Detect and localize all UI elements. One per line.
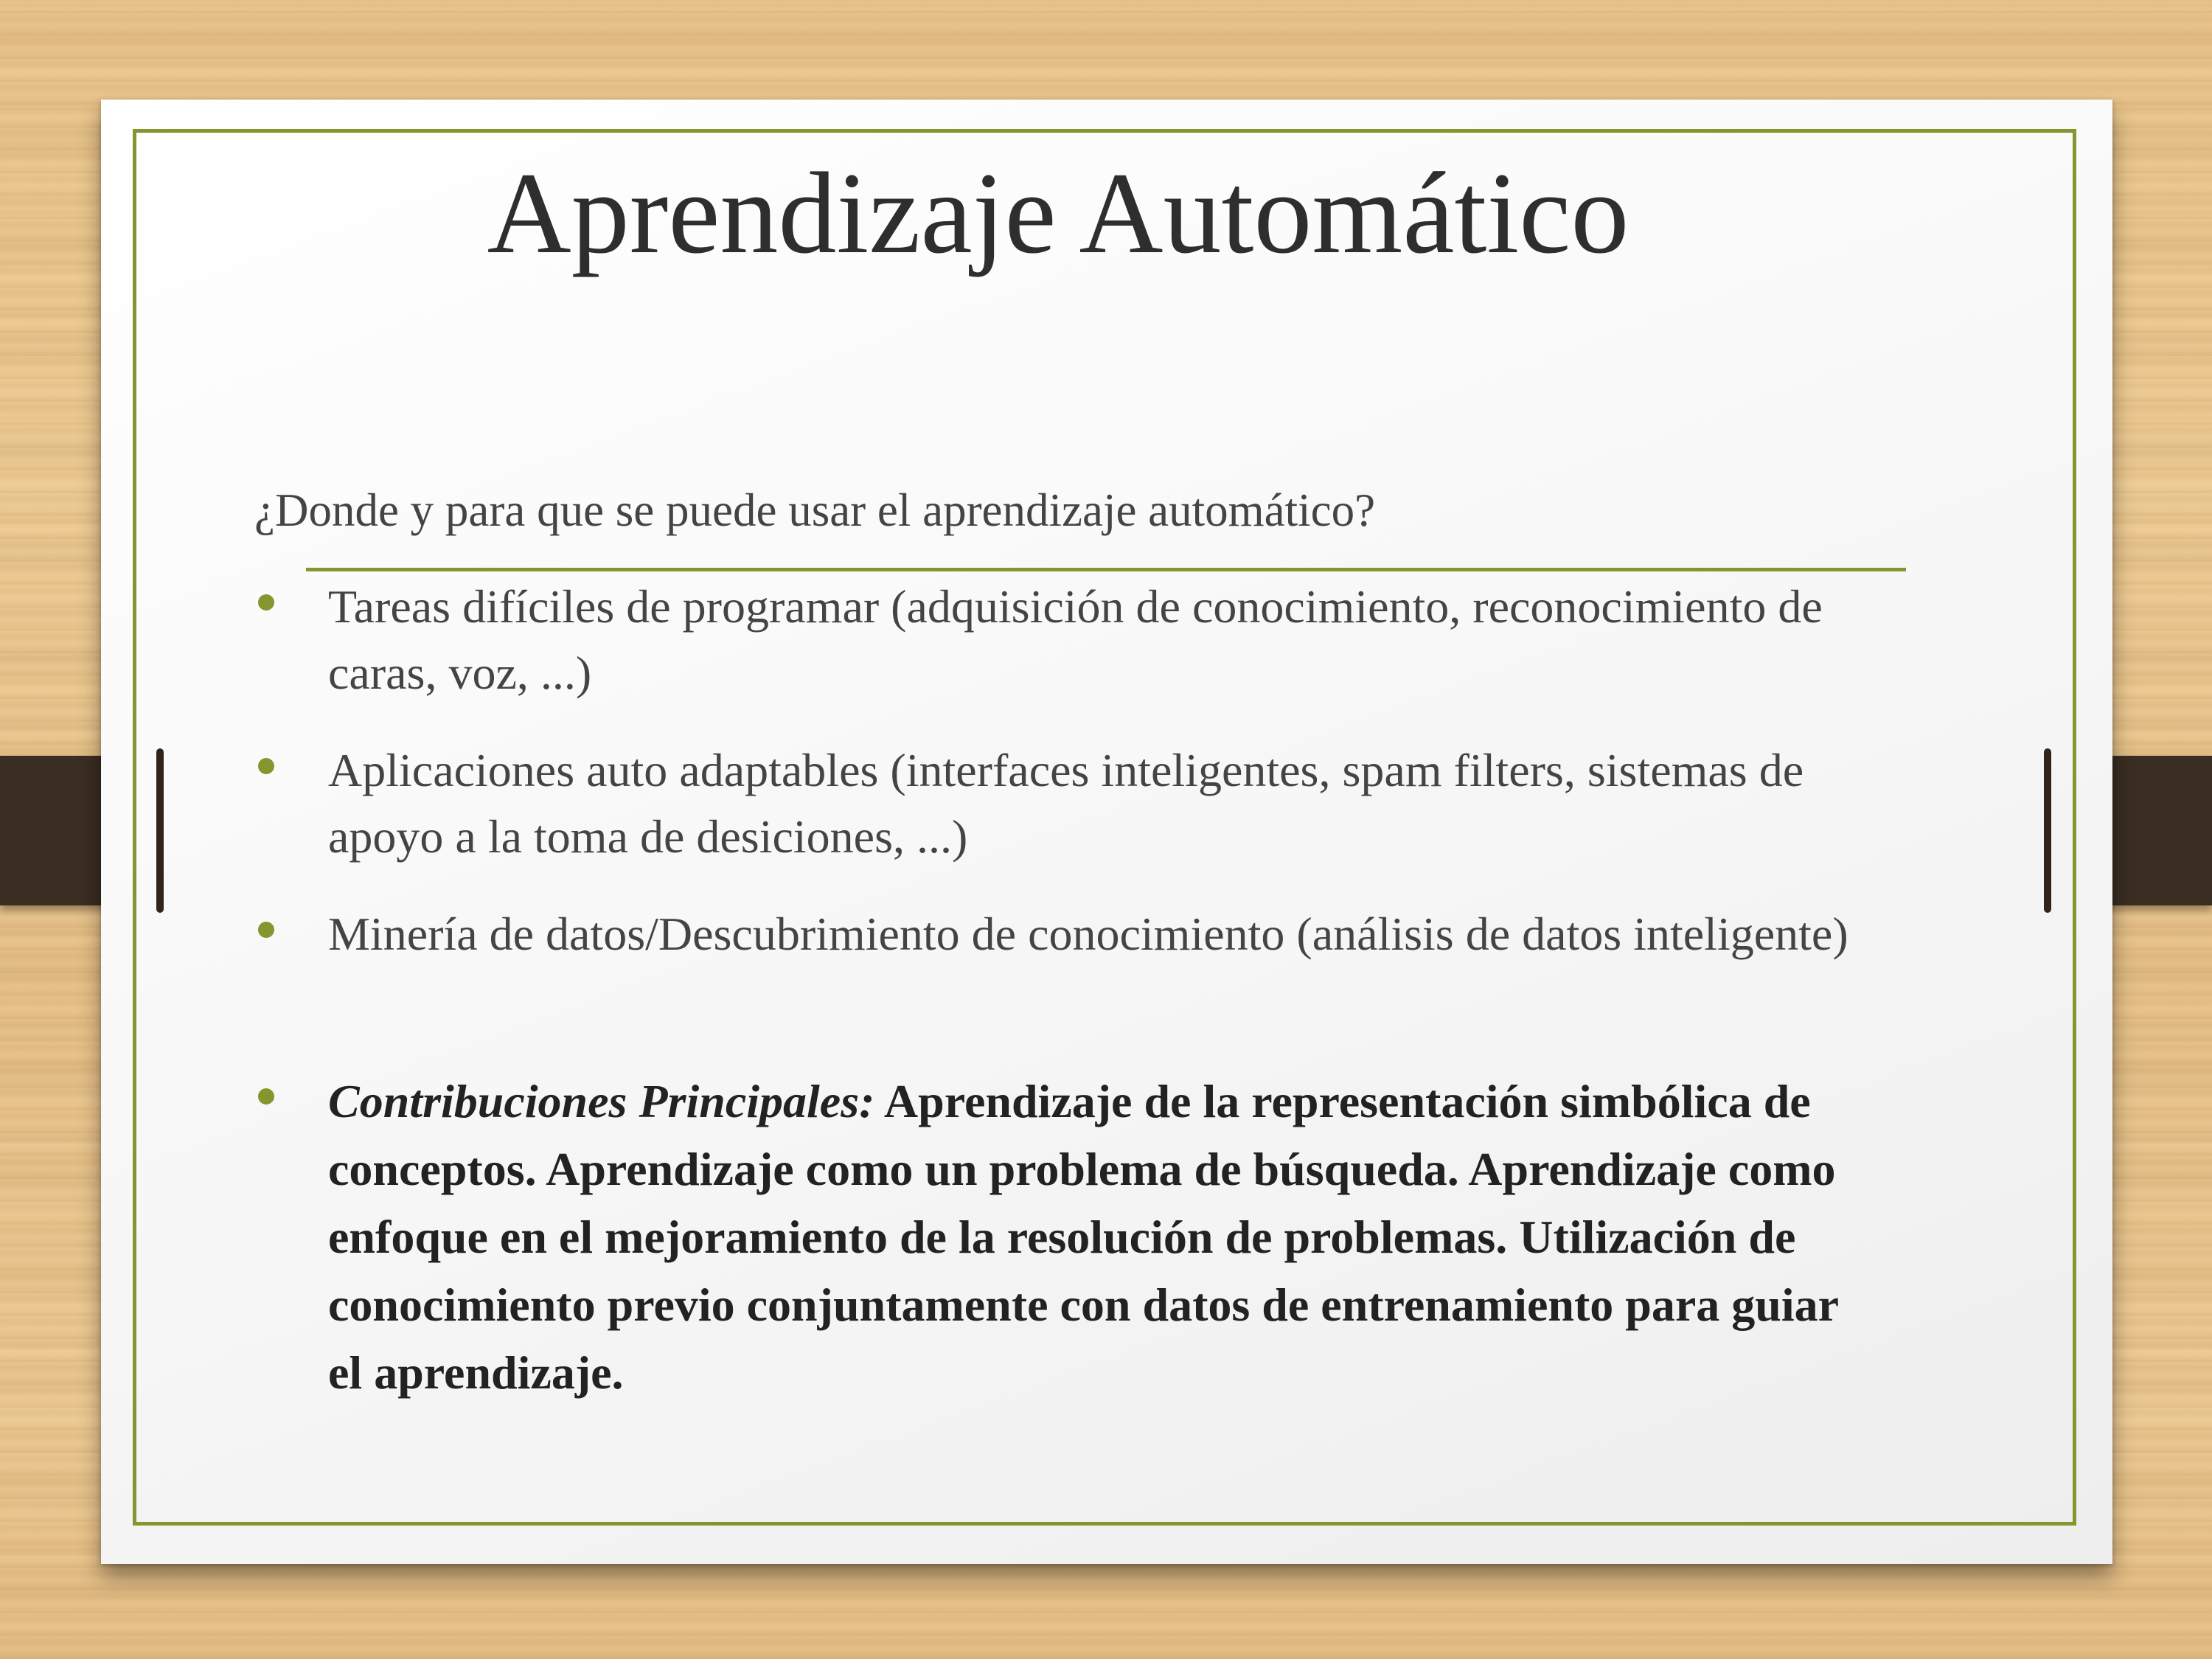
bullet-dot-icon — [258, 594, 274, 611]
bullet-dot-icon — [258, 758, 274, 774]
bullet-text: Minería de datos/Descubrimiento de conocimiento (análisis de datos inteligente) — [328, 908, 1848, 960]
bullet-dot-icon — [258, 1088, 274, 1105]
bullet-lead: Contribuciones Principales: — [328, 1075, 875, 1127]
clip-edge-right — [2044, 748, 2051, 913]
slide-question: ¿Donde y para que se puede usar el aprendizaje automático? — [254, 484, 1376, 536]
bullet-dot-icon — [258, 922, 274, 938]
title-divider — [306, 568, 1906, 571]
bullet-text-bold — [328, 1068, 1862, 1407]
bullet-text: Tareas difíciles de programar (adquisición de conocimiento, reconocimiento de caras, voz, ...) — [328, 580, 1823, 699]
bullet-text: Aplicaciones auto adaptables (interfaces inteligentes, spam filters, sistemas de apoyo a la toma de desiciones, ...) — [328, 744, 1804, 863]
bullet-body: Aprendizaje de la representación simbólica de conceptos. Aprendizaje como un problema de búsqueda. Aprendizaje como enfoque en el mejoramiento de la resolución de problemas. Utilización de conocimiento previo conjuntamente con datos de entrenamiento para guiar el aprendizaje. — [328, 1075, 1838, 1399]
slide-title: Aprendizaje Automático — [487, 149, 1630, 278]
clip-edge-left — [156, 748, 164, 913]
